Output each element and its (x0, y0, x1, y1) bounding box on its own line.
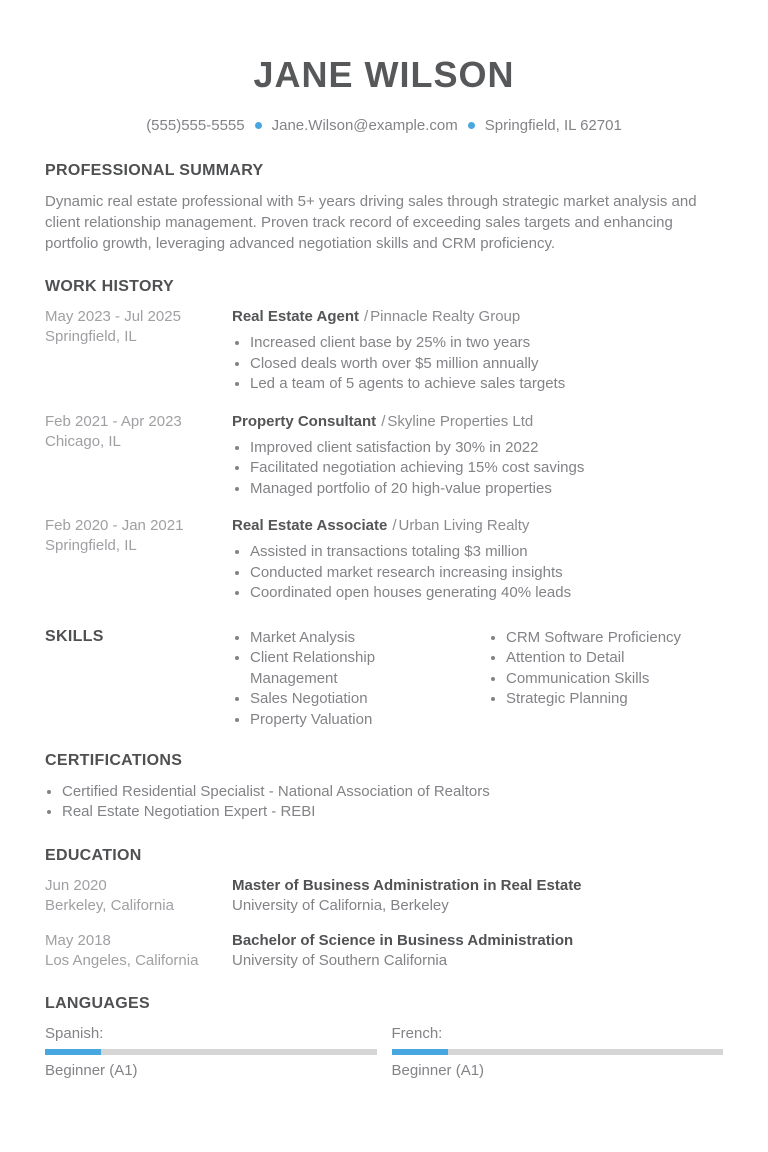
summary-text: Dynamic real estate professional with 5+ years driving sales through strategic market analysis and client relationship management. Proven track record of exceeding sales targets and enhancing portfolio growth, leveraging advanced negotiation skills and CRM proficiency. (45, 192, 697, 252)
education-meta (45, 876, 232, 916)
candidate-name: JANE WILSON (253, 54, 515, 95)
skills-column-1 (232, 628, 488, 731)
job-bullet-list (232, 438, 723, 500)
resume-header (45, 55, 723, 134)
language-progress-fill (392, 1049, 448, 1055)
skills-heading: SKILLS (45, 627, 104, 645)
job-bullet: • Managed portfolio of 20 high-value properties (250, 479, 723, 500)
title-company-separator: / (392, 517, 397, 535)
certification-item: • Real Estate Negotiation Expert - REBI (62, 802, 723, 823)
job-dates: Feb 2020 - Jan 2021 (45, 517, 184, 535)
skills-columns (232, 628, 723, 731)
education-details (232, 876, 723, 916)
skills-column-2 (488, 628, 723, 731)
job-location: Chicago, IL (45, 432, 121, 450)
job-details (232, 307, 723, 395)
skill-item: • Property Valuation (250, 710, 488, 731)
certifications-heading: CERTIFICATIONS (45, 752, 183, 770)
contact-phone: (555)555-5555 (146, 116, 245, 134)
section-languages (45, 995, 723, 1078)
education-degree: Bachelor of Science in Business Administration (232, 932, 574, 950)
language-item (45, 1025, 377, 1079)
job-bullet: • Assisted in transactions totaling $3 million (250, 542, 723, 563)
job-meta (45, 412, 232, 500)
job-bullet: • Led a team of 5 agents to achieve sales targets (250, 374, 723, 395)
job-title-line (232, 307, 723, 327)
job-title: Property Consultant (232, 412, 377, 430)
job-location: Springfield, IL (45, 328, 137, 346)
job-bullet: • Coordinated open houses generating 40% leads (250, 583, 723, 604)
title-company-separator: / (363, 308, 369, 326)
education-school: University of Southern California (232, 952, 448, 970)
job-title: Real Estate Agent (232, 308, 359, 326)
dot-separator-icon (255, 122, 262, 129)
language-name: French: (391, 1024, 443, 1042)
job-bullet: • Closed deals worth over $5 million annually (250, 354, 723, 375)
summary-heading: PROFESSIONAL SUMMARY (45, 161, 264, 179)
language-progress-track (392, 1049, 724, 1055)
job-details (232, 516, 723, 604)
section-professional-summary (45, 162, 723, 254)
job-entry (45, 412, 723, 500)
education-entry (45, 931, 723, 971)
job-entry (45, 516, 723, 604)
skill-item: • Client Relationship Management (250, 648, 420, 689)
job-details (232, 412, 723, 500)
section-certifications (45, 752, 723, 822)
job-company: Pinnacle Realty Group (370, 308, 521, 326)
contact-email: Jane.Wilson@example.com (271, 116, 458, 134)
job-bullet: • Improved client satisfaction by 30% in 2022 (250, 438, 723, 459)
job-company: Skyline Properties Ltd (387, 412, 534, 430)
dot-separator-icon (468, 122, 475, 129)
title-company-separator: / (381, 412, 386, 430)
section-education (45, 847, 723, 971)
education-school: University of California, Berkeley (232, 897, 449, 915)
contact-row (45, 117, 723, 134)
job-title-line (232, 516, 723, 536)
work-history-heading: WORK HISTORY (45, 277, 174, 295)
education-location: Los Angeles, California (45, 952, 199, 970)
language-grid (45, 1025, 723, 1079)
skill-item: • Attention to Detail (506, 648, 723, 669)
section-skills (45, 628, 723, 731)
job-entry (45, 307, 723, 395)
language-progress-fill (45, 1049, 101, 1055)
job-company: Urban Living Realty (398, 517, 530, 535)
job-bullet: • Conducted market research increasing insights (250, 563, 723, 584)
language-level: Beginner (A1) (391, 1061, 485, 1079)
skill-item: • CRM Software Proficiency (506, 628, 723, 649)
job-bullet-list (232, 542, 723, 604)
section-work-history (45, 278, 723, 604)
education-degree: Master of Business Administration in Real Estate (232, 877, 582, 895)
job-bullet: • Increased client base by 25% in two years (250, 333, 723, 354)
education-heading: EDUCATION (45, 846, 142, 864)
education-details (232, 931, 723, 971)
skill-item: • Sales Negotiation (250, 689, 488, 710)
certification-item: • Certified Residential Specialist - National Association of Realtors (62, 782, 723, 803)
language-name: Spanish: (45, 1024, 104, 1042)
job-dates: Feb 2021 - Apr 2023 (45, 412, 182, 430)
job-bullet-list (232, 333, 723, 395)
education-location: Berkeley, California (45, 897, 174, 915)
language-item (392, 1025, 724, 1079)
certification-list (45, 782, 723, 823)
language-progress-track (45, 1049, 377, 1055)
education-date: Jun 2020 (45, 877, 107, 895)
job-bullet: • Facilitated negotiation achieving 15% cost savings (250, 458, 723, 479)
education-date: May 2018 (45, 932, 111, 950)
skill-item: • Market Analysis (250, 628, 488, 649)
education-entry (45, 876, 723, 916)
job-location: Springfield, IL (45, 537, 137, 555)
job-dates: May 2023 - Jul 2025 (45, 308, 181, 326)
contact-location: Springfield, IL 62701 (484, 116, 622, 134)
skill-item: • Strategic Planning (506, 689, 723, 710)
skill-item: • Communication Skills (506, 669, 723, 690)
job-meta (45, 307, 232, 395)
language-level: Beginner (A1) (45, 1061, 138, 1079)
education-meta (45, 931, 232, 971)
job-title: Real Estate Associate (232, 517, 388, 535)
languages-heading: LANGUAGES (45, 995, 150, 1013)
job-title-line (232, 412, 723, 432)
job-meta (45, 516, 232, 604)
